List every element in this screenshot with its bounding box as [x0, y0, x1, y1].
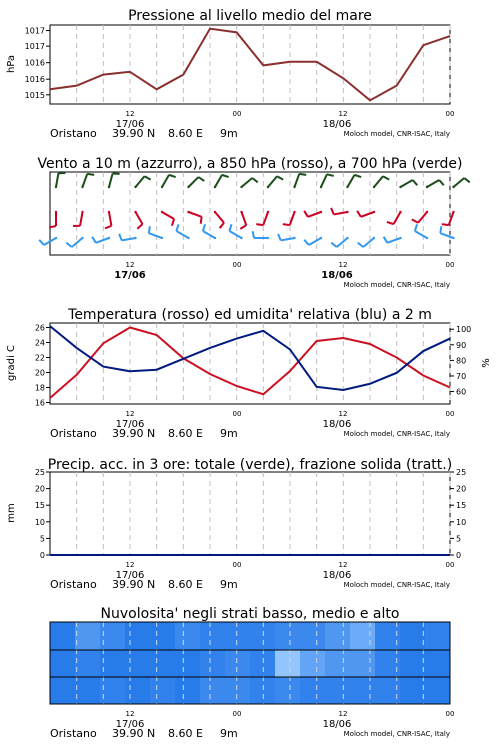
location-lon: 8.60 E: [168, 427, 203, 440]
wind-barb: [412, 211, 428, 223]
cloud-cell: [175, 650, 201, 677]
wind-barb: [452, 178, 469, 188]
date-label: 18/06: [322, 119, 352, 130]
x-tick-label: 12: [125, 561, 135, 569]
y2-tick-label: 10: [456, 517, 467, 527]
cloud-cell: [325, 677, 351, 704]
x-tick-label: 00: [445, 110, 455, 118]
cloud-cell: [225, 622, 251, 650]
y-tick-label: 15: [34, 501, 45, 511]
wind-barb: [253, 231, 270, 239]
y2-tick-label: 0: [456, 551, 462, 560]
cloud-cell: [100, 650, 126, 677]
x-tick-label: 00: [232, 410, 242, 418]
wind-barb: [278, 234, 296, 241]
wind-barb: [161, 175, 176, 188]
date-label: 18/06: [322, 419, 352, 430]
cloud-cell: [225, 677, 251, 704]
pressure-y-ticks: [25, 27, 50, 100]
cloud-cell: [125, 650, 151, 677]
temperature-line: [50, 328, 450, 399]
x-tick-label: 12: [125, 410, 135, 418]
cloud-cell: [350, 622, 376, 650]
cloud-cell: [275, 677, 301, 704]
credit-text: Moloch model, CNR-ISAC, Italy: [343, 430, 450, 438]
cloud-cell: [250, 677, 276, 704]
cloud-cell: [175, 622, 201, 650]
wind-barb: [214, 175, 229, 188]
y-tick-label: 1016: [24, 75, 45, 85]
x-tick-label: 12: [125, 710, 135, 718]
cloud-cell: [150, 650, 176, 677]
y-tick-label: 22: [34, 353, 45, 363]
date-label: 18/06: [321, 270, 353, 281]
wind-barb: [187, 211, 201, 224]
y2-tick-label: 15: [456, 501, 467, 511]
location-name: Oristano: [50, 727, 97, 740]
wind-grid: [77, 172, 450, 255]
humidity-y-label: %: [481, 358, 492, 368]
location-name: Oristano: [50, 427, 97, 440]
wind-barb: [415, 224, 428, 239]
x-tick-label: 00: [232, 261, 242, 269]
pressure-line: [50, 29, 450, 101]
cloud-cell: [300, 677, 326, 704]
humidity-line: [50, 326, 450, 390]
location-name: Oristano: [50, 578, 97, 591]
wind-barb: [384, 237, 402, 243]
wind-barb: [134, 176, 150, 188]
cloud-cell: [425, 650, 451, 677]
location-alt: 9m: [220, 127, 238, 140]
x-tick-label: 00: [232, 110, 242, 118]
cloud-cell: [400, 650, 426, 677]
cloud-cell: [300, 622, 326, 650]
y-tick-label: 16: [34, 398, 45, 408]
wind-barb: [105, 211, 112, 229]
wind-barb: [256, 211, 269, 225]
x-tick-label: 12: [338, 110, 348, 118]
wind-panel: [37, 156, 469, 255]
cloud-cell: [225, 650, 251, 677]
x-tick-label: 00: [445, 561, 455, 569]
date-label: 17/06: [115, 119, 145, 130]
y-tick-label: 10: [34, 517, 45, 527]
wind-barb: [399, 180, 417, 188]
precipitation-y-label: mm: [6, 503, 17, 523]
y-tick-label: 20: [34, 484, 45, 494]
wind-barb: [331, 237, 348, 247]
wind-barb: [187, 177, 204, 188]
location-lon: 8.60 E: [168, 127, 203, 140]
date-label: 18/06: [322, 719, 352, 730]
pressure-y-label: hPa: [6, 54, 17, 74]
wind-barb: [39, 237, 57, 245]
y2-tick-label: 5: [456, 534, 462, 544]
cloud-cell: [200, 677, 226, 704]
cloud-cell: [50, 622, 76, 650]
cloud-cell: [125, 677, 151, 704]
wind-barb: [293, 174, 306, 188]
wind-barb: [331, 208, 349, 215]
cloud-cell: [75, 677, 101, 704]
credit-text: Moloch model, CNR-ISAC, Italy: [343, 281, 450, 289]
location-alt: 9m: [220, 727, 238, 740]
temperature-y-label: gradi C: [6, 345, 17, 381]
cloud-cell: [425, 622, 451, 650]
wind-barb: [358, 237, 375, 247]
location-name: Oristano: [50, 127, 97, 140]
wind-barb: [426, 180, 444, 188]
precipitation-panel: [6, 457, 466, 560]
y2-tick-label: 60: [456, 387, 467, 397]
wind-barb: [73, 211, 84, 226]
cloud-cell: [375, 650, 401, 677]
precipitation-title: Precip. acc. in 3 ore: totale (verde), frazione solida (tratt.): [47, 457, 453, 473]
y2-tick-label: 80: [456, 356, 467, 366]
date-label: 17/06: [115, 570, 145, 581]
pressure-plot-frame: [50, 25, 450, 104]
y-tick-label: 1016: [24, 58, 45, 68]
date-label: 17/06: [115, 719, 145, 730]
y-tick-label: 24: [34, 338, 45, 348]
wind-barb: [387, 211, 402, 224]
cloud-heatmap: [50, 622, 451, 704]
credit-text: Moloch model, CNR-ISAC, Italy: [343, 730, 450, 738]
y-tick-label: 26: [34, 323, 45, 333]
x-tick-label: 00: [445, 410, 455, 418]
wind-barb: [304, 211, 322, 217]
x-tick-label: 00: [445, 261, 455, 269]
cloud-panel: [50, 606, 451, 704]
y2-tick-label: 20: [456, 484, 467, 494]
location-lat: 39.90 N: [112, 427, 156, 440]
y-tick-label: 25: [34, 468, 45, 477]
cloud-cell: [375, 677, 401, 704]
wind-barb: [214, 211, 224, 228]
x-tick-label: 12: [338, 561, 348, 569]
wind-barb: [304, 237, 322, 245]
cloud-cell: [300, 650, 326, 677]
wind-barb: [119, 234, 137, 241]
cloud-cell: [200, 622, 226, 650]
cloud-cell: [275, 650, 301, 677]
cloud-cell: [350, 650, 376, 677]
credit-text: Moloch model, CNR-ISAC, Italy: [343, 130, 450, 138]
y-tick-label: 1017: [24, 26, 45, 36]
wind-barb: [283, 211, 296, 225]
date-label: 17/06: [114, 270, 146, 281]
x-tick-label: 12: [125, 261, 135, 269]
location-lon: 8.60 E: [168, 578, 203, 591]
x-tick-label: 00: [445, 710, 455, 718]
cloud-cell: [50, 650, 76, 677]
cloud-cell: [400, 677, 426, 704]
precipitation-y2-ticks: [450, 468, 466, 560]
temperature-y-ticks: [35, 324, 50, 408]
location-alt: 9m: [220, 427, 238, 440]
cloud-cell: [150, 622, 176, 650]
temperature-panel: [6, 307, 492, 408]
cloud-cell: [400, 622, 426, 650]
wind-barb: [66, 237, 83, 247]
humidity-y-ticks: [450, 325, 471, 396]
location-lon: 8.60 E: [168, 727, 203, 740]
cloud-cell: [250, 622, 276, 650]
wind-barb: [240, 211, 246, 229]
y2-tick-label: 70: [456, 371, 467, 381]
location-alt: 9m: [220, 578, 238, 591]
pressure-title: Pressione al livello medio del mare: [128, 8, 372, 24]
y-tick-label: 5: [39, 534, 45, 544]
pressure-panel: [6, 8, 450, 104]
x-tick-label: 12: [338, 410, 348, 418]
location-lat: 39.90 N: [112, 727, 156, 740]
x-tick-label: 12: [338, 710, 348, 718]
cloud-cell: [50, 677, 76, 704]
wind-barb: [320, 174, 334, 188]
location-lat: 39.90 N: [112, 127, 156, 140]
wind-barb: [108, 173, 120, 188]
cloud-cell: [125, 622, 151, 650]
y-tick-label: 1015: [24, 90, 45, 100]
x-tick-label: 12: [338, 261, 348, 269]
y-tick-label: 0: [39, 551, 45, 560]
wind-barb: [161, 211, 174, 226]
date-label: 17/06: [115, 419, 145, 430]
x-tick-label: 12: [125, 110, 135, 118]
y2-tick-label: 25: [456, 468, 467, 477]
wind-barb: [55, 173, 66, 188]
wind-barb: [134, 211, 142, 229]
precipitation-y-ticks: [35, 468, 50, 560]
cloud-cell: [75, 650, 101, 677]
y-tick-label: 20: [34, 368, 45, 378]
cloud-cell: [75, 622, 101, 650]
cloud-cell: [275, 622, 301, 650]
location-lat: 39.90 N: [112, 578, 156, 591]
y-tick-label: 18: [34, 383, 45, 393]
cloud-title: Nuvolosita' negli strati basso, medio e alto: [100, 606, 400, 622]
wind-barb: [442, 211, 455, 225]
wind-title: Vento a 10 m (azzurro), a 850 hPa (rosso), a 700 hPa (verde): [37, 156, 463, 172]
cloud-cell: [250, 650, 276, 677]
precipitation-grid: [77, 472, 450, 555]
cloud-cell: [350, 677, 376, 704]
wind-barb: [149, 226, 163, 239]
cloud-cell: [100, 677, 126, 704]
wind-barb: [373, 176, 389, 188]
date-label: 18/06: [322, 570, 352, 581]
wind-barb: [346, 175, 361, 188]
y-tick-label: 1017: [24, 42, 45, 52]
wind-barb: [92, 237, 110, 243]
y2-tick-label: 90: [456, 340, 467, 350]
precipitation-plot-frame: [50, 472, 450, 555]
x-tick-label: 00: [232, 561, 242, 569]
cloud-cell: [325, 622, 351, 650]
x-tick-label: 00: [232, 710, 242, 718]
cloud-cell: [150, 677, 176, 704]
wind-barb: [229, 224, 242, 239]
y2-tick-label: 100: [456, 325, 472, 335]
wind-barb: [357, 211, 375, 217]
cloud-cell: [175, 677, 201, 704]
wind-barb: [81, 174, 94, 188]
cloud-cell: [425, 677, 451, 704]
cloud-cell: [325, 650, 351, 677]
cloud-cell: [200, 650, 226, 677]
temperature-grid: [77, 323, 450, 404]
wind-barb: [267, 176, 283, 188]
wind-barb: [440, 226, 454, 239]
credit-text: Moloch model, CNR-ISAC, Italy: [343, 581, 450, 589]
wind-barb: [240, 178, 257, 188]
temperature-title: Temperatura (rosso) ed umidita' relativa (blu) a 2 m: [68, 307, 432, 323]
